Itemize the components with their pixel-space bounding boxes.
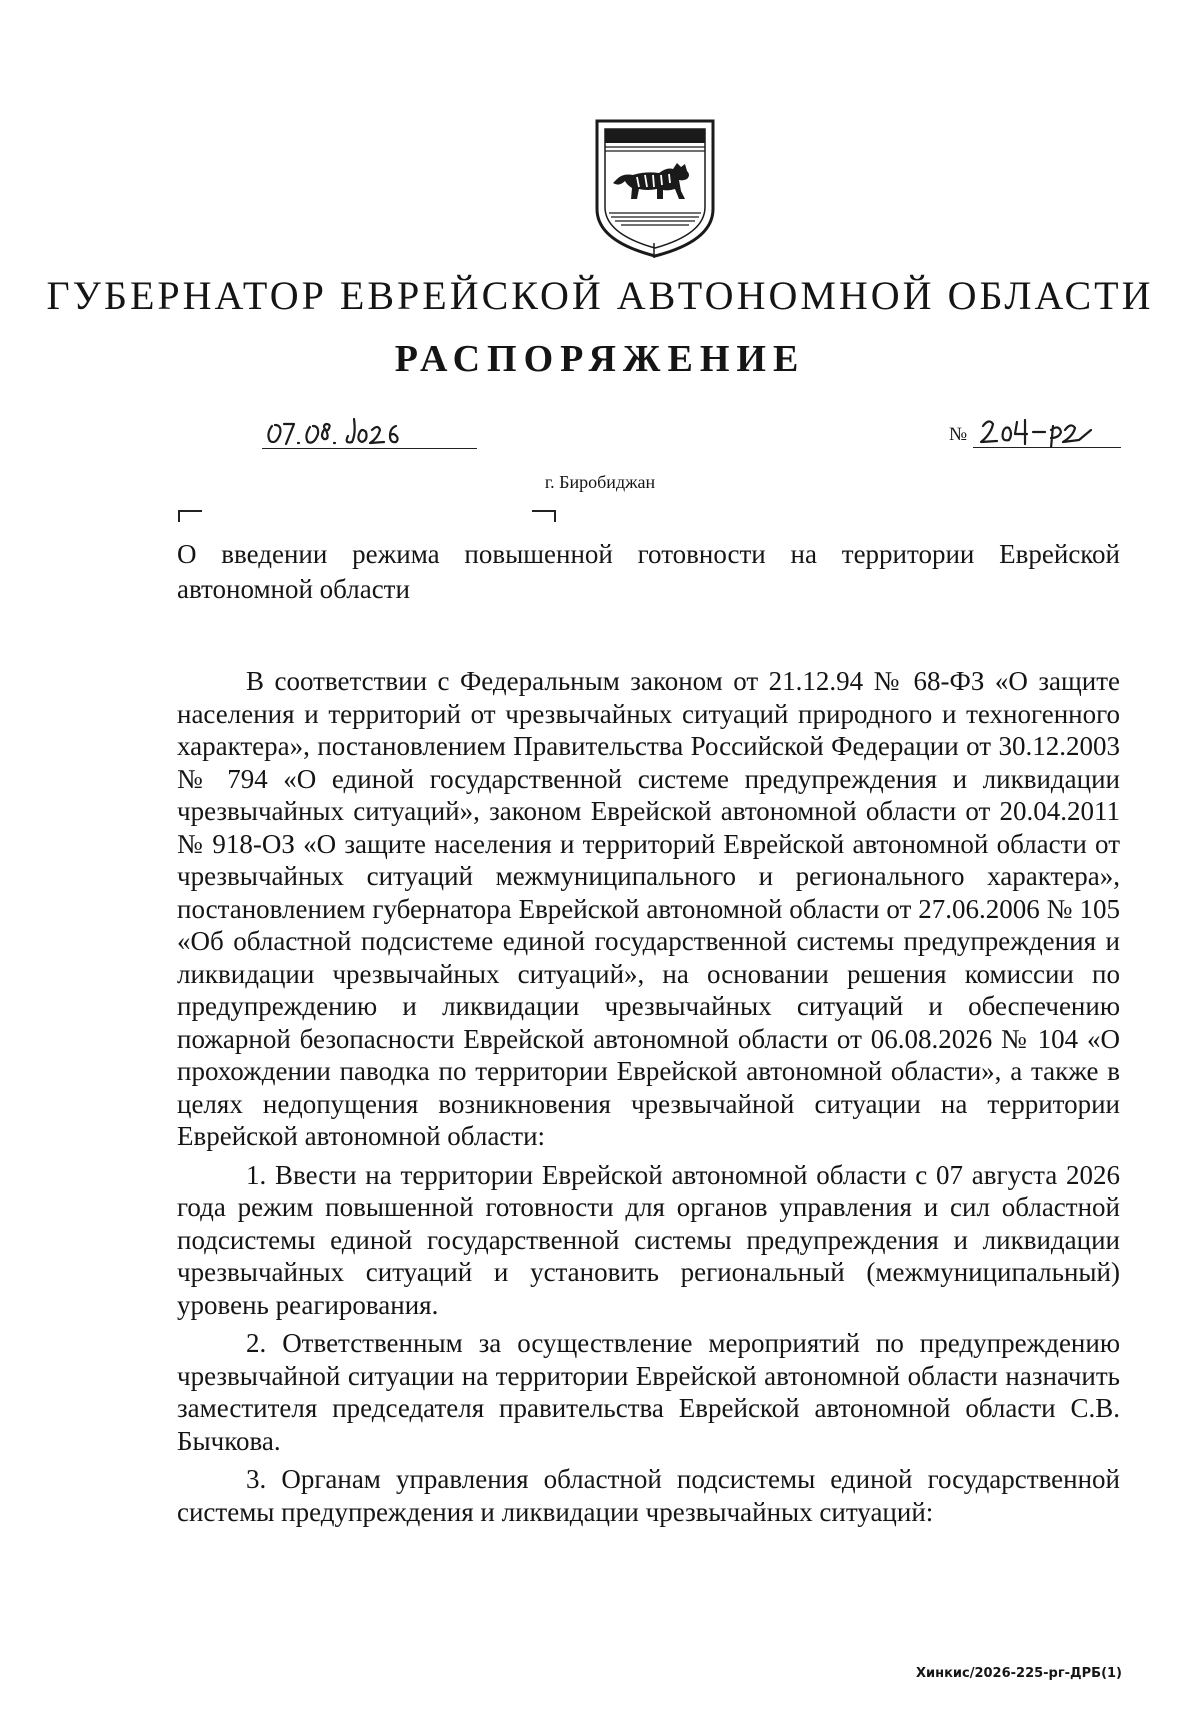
subject-bracket-right xyxy=(532,510,556,522)
clause-2-paragraph: 2. Ответственным за осуществление мероприятий по предупреждению чрезвычайной ситуации на территории Еврейской автономной области назначить заместителя председателя правительства Еврейской автономной области С.В. Бычкова. xyxy=(177,1328,1120,1456)
clause-1-paragraph: 1. Ввести на территории Еврейской автономной области с 07 августа 2026 года режим повышенной готовности для органов управления и сил областной подсистемы единой государственной системы предупреждения и ликвидации чрезвычайных ситуаций и установить региональный (межмуниципальный) уровень реагирования. xyxy=(177,1159,1120,1320)
registry-code: Хинкис/2026-225-рг-ДРБ(1) xyxy=(915,1666,1122,1681)
number-label: № xyxy=(949,424,968,445)
handwritten-date-icon xyxy=(262,414,477,448)
subject-bracket-left xyxy=(178,510,202,522)
handwritten-number-icon xyxy=(949,412,1121,448)
coat-of-arms-icon xyxy=(593,117,717,259)
document-body xyxy=(177,665,1120,1534)
document-type-title: РАСПОРЯЖЕНИЕ xyxy=(394,338,806,380)
preamble-paragraph: В соответствии с Федеральным законом от 21.12.94 № 68-ФЗ «О защите населения и территорий от чрезвычайных ситуаций природного и техногенного характера», постановлением Правительства Российской Федерации от 30.12.2003 № 794 «О единой государственной системе предупреждения и ликвидации чрезвычайных ситуаций», законом Еврейской автономной области от 20.04.2011 № 918-ОЗ «О защите населения и территорий Еврейской автономной области от чрезвычайных ситуаций межмуниципального и регионального характера», постановлением губернатора Еврейской автономной области от 27.06.2006 № 105 «Об областной подсистеме единой государственной системы предупреждения и ликвидации чрезвычайных ситуаций», на основании решения комиссии по предупреждению и ликвидации чрезвычайных ситуаций и обеспечению пожарной безопасности Еврейской автономной области от 06.08.2026 № 104 «О прохождении паводка по территории Еврейской автономной области», а также в целях недопущения возникновения чрезвычайной ситуации на территории Еврейской автономной области: xyxy=(177,666,1120,1151)
date-field xyxy=(262,414,477,449)
document-subject: О введении режима повышенной готовности на территории Еврейской автономной области xyxy=(177,539,1120,604)
city: г. Биробиджан xyxy=(544,472,656,492)
number-field xyxy=(949,412,1121,448)
issuing-authority: ГУБЕРНАТОР ЕВРЕЙСКОЙ АВТОНОМНОЙ ОБЛАСТИ xyxy=(46,273,1154,318)
clause-3-paragraph: 3. Органам управления областной подсистемы единой государственной системы предупреждения и ликвидации чрезвычайных ситуаций: xyxy=(177,1464,1120,1527)
